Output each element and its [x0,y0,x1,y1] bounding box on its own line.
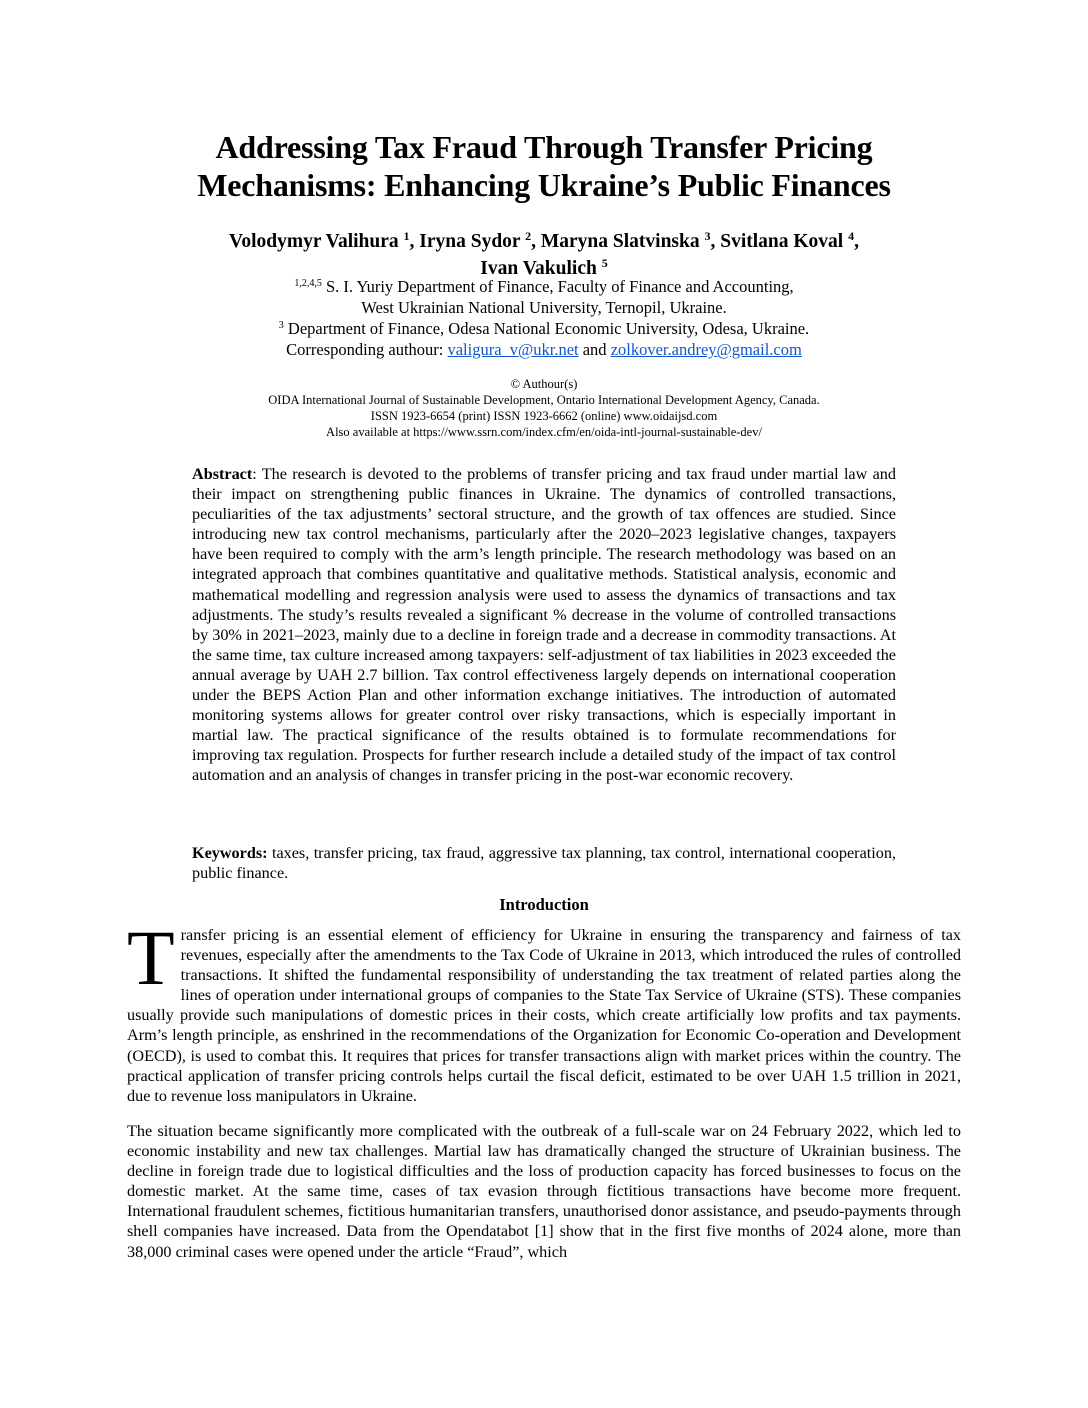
drop-cap: T [127,914,175,1001]
abstract-text: : The research is devoted to the problems of transfer pricing and tax fraud under martial law and their impact on strengthening public finances in Ukraine. The dynamics of controlled transactions, peculiarities of the tax adjustments’ sectoral structure, and the growth of tax offences are studied. Since introducing new tax control mechanisms, particularly after the 2020–2023 legislative changes, taxpayers have been required to comply with the arm’s length principle. The research methodology was based on an integrated approach that combines quantitative and qualitative methods. Statistical analysis, economic and mathematical modelling and regression analysis were used to assess the dynamics of transactions and tax adjustments. The study’s results revealed a significant % decrease in the volume of controlled transactions by 30% in 2021–2023, mainly due to a decline in foreign trade and a decrease in commodity transactions. At the same time, tax culture increased among taxpayers: self-adjustment of tax liabilities in 2023 exceeded the annual average by UAH 2.7 billion. Tax control effectiveness largely depends on international cooperation under the BEPS Action Plan and other information exchange initiatives. The introduction of automated monitoring systems allows for greater control over risky transactions, which is especially important in martial law. The practical significance of the results obtained is to formulate recommendations for improving tax regulation. Prospects for further research include a detailed study of the impact of tax control automation and an analysis of changes in transfer pricing in the post-war economic recovery. [192,465,896,785]
section-heading-introduction: Introduction [499,895,589,914]
availability-line: Also available at https://www.ssrn.com/index.cfm/en/oida-intl-journal-sustainable-dev/ [326,425,762,439]
affiliation: $^{1,2,4,5}$ S. I. Yuriy Department of Finance, Faculty of Finance and Accounting, [294,277,794,296]
issn-line: ISSN 1923-6654 (print) ISSN 1923-6662 (online) www.oidaijsd.com [370,409,718,423]
email-link-1[interactable]: valigura_v@ukr.net [447,340,579,359]
paragraph-text: ransfer pricing is an essential element of efficiency for Ukraine in ensuring the transparency and fairness of tax revenues, especially after the amendments to the Tax Code of Ukraine in 2013, which introduced the rules of controlled transactions. It shifted the fundamental responsibility of understanding the tax treatment of related parties along the lines of operation under international groups of companies to the State Tax Service of Ukraine (STS). These companies usually provide such manipulations of domestic prices in their costs, which create artificially low profits and tax payments. Arm’s length principle, as enshrined in the recommendations of the Organization for Economic Co-operation and Development (OECD), is used to combat this. It requires that prices for transfer transactions align with market prices within the country. The practical application of transfer pricing controls helps curtail the fiscal deficit, estimated to be over UAH 1.5 trillion in 2021, due to revenue loss manipulators in Ukraine. [127,926,961,1105]
intro-paragraph-2: The situation became significantly more complicated with the outbreak of a full-scale war on 24 February 2022, which led to economic instability and new tax challenges. Martial law has dramatically changed the structure of Ukrainian business. The decline in foreign trade due to logistical difficulties and the loss of production capacity has forced businesses to focus on the domestic market. At the same time, cases of tax evasion through fictitious transactions have become more frequent. International fraudulent schemes, fictitious humanitarian transfers, unauthorised donor assistance, and pseudo-payments through shell companies have increased. Data from the Opendatabot [1] show that in the first five months of 2024 alone, more than 38,000 criminal cases were opened under the article “Fraud”, which [127,1122,961,1261]
affiliation: $^3$ Department of Finance, Odesa National Economic University, Odesa, Ukraine. [278,319,810,338]
email-link-2[interactable]: zolkover.andrey@gmail.com [610,340,802,359]
author: Volodymyr Valihura $^1$, [229,229,420,252]
keywords-label: Keywords: [192,844,268,862]
author-list [140,228,948,282]
keywords [192,843,896,883]
intro-paragraph-1 [127,914,961,1106]
keywords-text: taxes, transfer pricing, tax fraud, aggressive tax planning, tax control, international cooperation, public finance. [192,844,896,883]
journal-info [140,376,948,440]
journal-name: OIDA International Journal of Sustainable Development, Ontario International Development Agency, Canada. [268,393,820,407]
abstract-label: Abstract [192,465,253,483]
author: Maryna Slatvinska $^3$, [540,229,721,252]
affiliation-line: West Ukrainian National University, Ternopil, Ukraine. [361,298,727,317]
correspondence: Corresponding authour: valigura_v@ukr.net and zolkover.andrey@gmail.com [286,340,802,359]
author: Iryna Sydor $^2$, [419,229,541,252]
paper-title: Addressing Tax Fraud Through Transfer Pricing Mechanisms: Enhancing Ukraine’s Public Finances [197,129,891,203]
copyright-notice: © Authour(s) [510,377,578,391]
author: Ivan Vakulich $^5$ [480,256,608,279]
author: Svitlana Koval $^4$, [720,229,859,252]
affiliations [140,276,948,360]
abstract [192,464,896,786]
